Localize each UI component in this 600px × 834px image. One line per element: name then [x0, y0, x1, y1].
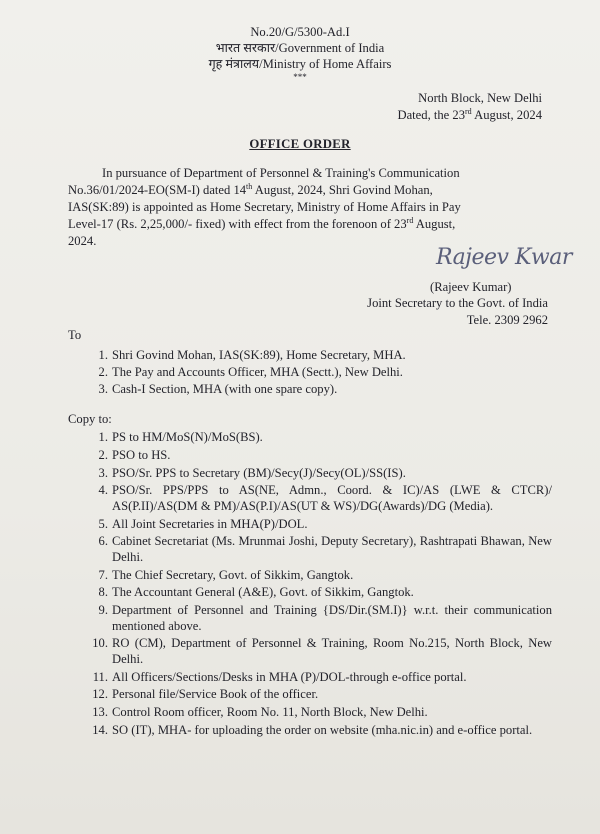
list-item-text: The Accountant General (A&E), Govt. of Sikkim, Gangtok.	[112, 585, 414, 600]
file-number: No.20/G/5300-Ad.I	[250, 25, 350, 39]
list-item	[98, 516, 552, 532]
list-item-number: 5.	[98, 516, 108, 531]
body-line-2-a: No.36/01/2024-EO(SM-I) dated 14	[68, 183, 247, 197]
list-item-text: Control Room officer, Room No. 11, North Block, New Delhi.	[112, 705, 428, 720]
date-prefix: Dated, the 23	[397, 108, 465, 122]
list-item-number: 2.	[98, 365, 108, 379]
to-label: To	[68, 328, 82, 342]
date-ordinal: rd	[465, 106, 472, 116]
list-item-text: Department of Personnel and Training {DS/Dir.(SM.I)} w.r.t. their communication mentioned above.	[112, 603, 552, 633]
list-item	[98, 483, 552, 514]
list-item	[98, 465, 552, 481]
list-item	[98, 585, 552, 600]
list-item	[98, 567, 552, 583]
list-item-number: 10.	[92, 636, 108, 651]
document-title: OFFICE ORDER	[249, 137, 351, 151]
list-item-number: 6.	[98, 534, 108, 549]
list-item-number: 2.	[98, 447, 108, 462]
body-line-4-a: Level-17 (Rs. 2,25,000/- fixed) with effect from the forenoon of 23	[68, 217, 407, 231]
list-item-number: 3.	[98, 382, 108, 396]
body-line-5: 2024.	[68, 234, 97, 248]
separator-stars: ***	[293, 72, 307, 82]
list-item	[98, 447, 552, 463]
body-line-2-b: August, 2024, Shri Govind Mohan,	[252, 183, 433, 197]
list-item-number: 8.	[98, 585, 108, 600]
list-item-number: 1.	[98, 430, 108, 444]
list-item	[98, 430, 552, 445]
body-line-4-ordinal: rd	[406, 215, 414, 225]
list-item-number: 12.	[92, 687, 108, 702]
list-item-text: The Pay and Accounts Officer, MHA (Sectt.), New Delhi.	[112, 365, 403, 379]
list-item-number: 7.	[98, 567, 108, 582]
body-line-4-b: August,	[413, 217, 456, 231]
recipient-list	[98, 348, 552, 399]
copy-to-list	[92, 430, 552, 741]
body-line-2-ordinal: th	[246, 181, 253, 191]
list-item-text: The Chief Secretary, Govt. of Sikkim, Gangtok.	[112, 567, 354, 582]
list-item-text: Cash-I Section, MHA (with one spare copy).	[112, 382, 338, 396]
list-item	[92, 669, 552, 685]
body-line-3: IAS(SK:89) is appointed as Home Secretary, Ministry of Home Affairs in Pay	[68, 200, 461, 214]
list-item-number: 1.	[98, 348, 108, 362]
list-item	[92, 687, 552, 702]
list-item-text: PSO/Sr. PPS to Secretary (BM)/Secy(J)/Secy(OL)/SS(IS).	[112, 465, 406, 480]
list-item	[98, 382, 552, 397]
list-item-text: PS to HM/MoS(N)/MoS(BS).	[112, 430, 263, 444]
list-item-text: RO (CM), Department of Personnel & Training, Room No.215, North Block, New Delhi.	[112, 636, 552, 666]
list-item	[98, 365, 552, 380]
body-line-2	[68, 183, 433, 198]
copy-to-label: Copy to:	[68, 412, 112, 426]
date-suffix: August, 2024	[471, 108, 542, 122]
list-item-number: 3.	[98, 465, 108, 480]
signatory-name: (Rajeev Kumar)	[430, 280, 512, 294]
list-item-text: All Joint Secretaries in MHA(P)/DOL.	[112, 516, 308, 531]
body-line-4	[68, 217, 455, 232]
handwritten-signature: Rajeev Kwar	[436, 245, 572, 270]
date-line	[398, 108, 543, 123]
list-item-text: All Officers/Sections/Desks in MHA (P)/DOL-through e-office portal.	[112, 669, 467, 684]
list-item-number: 14.	[92, 722, 108, 737]
list-item-number: 9.	[98, 603, 108, 618]
place-line: North Block, New Delhi	[418, 91, 542, 105]
list-item-number: 11.	[92, 669, 108, 684]
list-item	[98, 534, 552, 565]
ministry-line: गृह मंत्रालय/Ministry of Home Affairs	[208, 57, 392, 71]
list-item	[98, 348, 552, 363]
list-item-number: 4.	[98, 483, 108, 498]
list-item	[92, 705, 552, 720]
list-item-text: Cabinet Secretariat (Ms. Mrunmai Joshi, Deputy Secretary), Rashtrapati Bhawan, New Delhi.	[112, 534, 552, 564]
body-line-1: In pursuance of Department of Personnel & Training's Communication	[102, 166, 460, 180]
list-item	[98, 603, 552, 634]
signatory-designation: Joint Secretary to the Govt. of India	[367, 296, 548, 310]
list-item-text: SO (IT), MHA- for uploading the order on website (mha.nic.in) and e-office portal.	[112, 722, 533, 737]
signatory-telephone: Tele. 2309 2962	[466, 313, 548, 327]
government-line: भारत सरकार/Government of India	[215, 41, 385, 55]
list-item-text: Shri Govind Mohan, IAS(SK:89), Home Secretary, MHA.	[112, 348, 406, 362]
list-item-text: PSO/Sr. PPS/PPS to AS(NE, Admn., Coord. & IC)/AS (LWE & CTCR)/ AS(P.II)/AS(DM & PM)/AS(P.I)/AS(UT & WS)/DG(Awards)/DG (Media).	[112, 483, 552, 513]
list-item	[92, 722, 552, 738]
list-item-text: PSO to HS.	[112, 447, 171, 462]
list-item-number: 13.	[92, 705, 108, 720]
list-item-text: Personal file/Service Book of the officer.	[112, 687, 319, 702]
list-item	[92, 636, 552, 667]
